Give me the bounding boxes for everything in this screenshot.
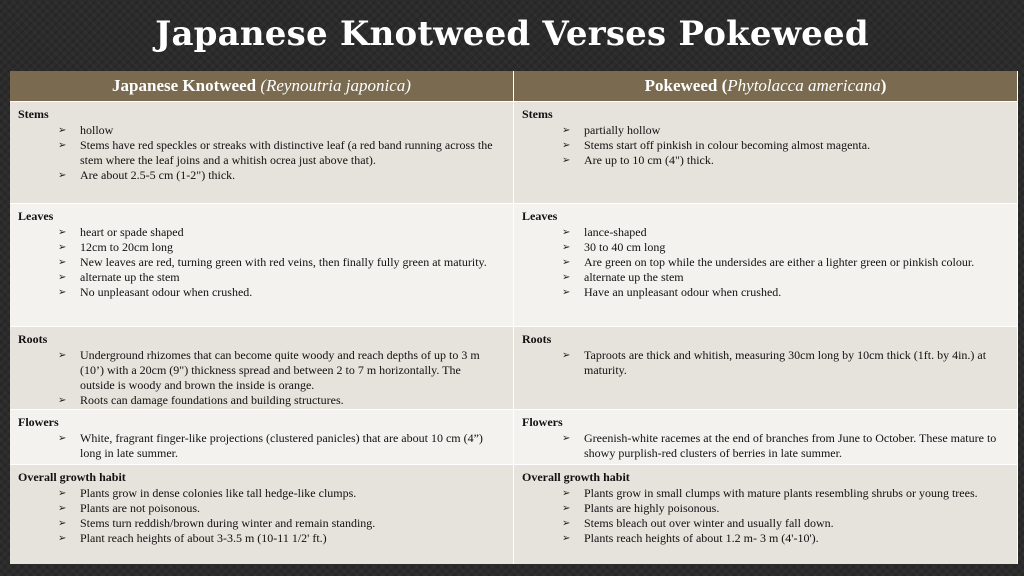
bullet-item: ➢ White, fragrant finger-like projections (clustered panicles) that are about 10 cm (4”) long in late summer. — [58, 431, 495, 461]
bullet-list — [18, 348, 495, 408]
knotweed-flowers-cell — [10, 409, 514, 464]
bullet-item: ➢ Plants reach heights of about 1.2 m- 3 m (4'-10'). — [562, 531, 999, 546]
bullet-item: ➢ heart or spade shaped — [58, 225, 495, 240]
row-title: Flowers — [522, 415, 563, 429]
row-title: Overall growth habit — [18, 470, 126, 484]
bullet-item: ➢ Plants are not poisonous. — [58, 501, 495, 516]
knotweed-roots-cell — [10, 326, 514, 409]
bullet-item: ➢ Stems turn reddish/brown during winter and remain standing. — [58, 516, 495, 531]
bullet-list — [522, 123, 999, 168]
pokeweed-stems-cell — [514, 101, 1018, 203]
bullet-item: ➢ Are about 2.5-5 cm (1-2") thick. — [58, 168, 495, 183]
header-scientific-name: (Reynoutria japonica) — [260, 76, 411, 95]
bullet-list — [522, 431, 999, 461]
bullet-item: ➢ Stems have red speckles or streaks with distinctive leaf (a red band running across the stem where the leaf joins and a whitish ocrea just above that). — [58, 138, 495, 168]
bullet-item: ➢ 30 to 40 cm long — [562, 240, 999, 255]
bullet-item: ➢ Stems bleach out over winter and usually fall down. — [562, 516, 999, 531]
bullet-item: ➢ Are up to 10 cm (4") thick. — [562, 153, 999, 168]
bullet-item: ➢ Roots can damage foundations and building structures. — [58, 393, 495, 408]
bullet-item: ➢ No unpleasant odour when crushed. — [58, 285, 495, 300]
header-scientific-name: Phytolacca americana — [727, 76, 881, 95]
header-common-name: Pokeweed — [644, 76, 718, 95]
bullet-item: ➢ Have an unpleasant odour when crushed. — [562, 285, 999, 300]
pokeweed-roots-cell — [514, 326, 1018, 409]
pokeweed-flowers-cell — [514, 409, 1018, 464]
knotweed-stems-cell — [10, 101, 514, 203]
header-pokeweed: Pokeweed ( Phytolacca americana ) — [514, 71, 1018, 101]
bullet-item: ➢ Underground rhizomes that can become quite woody and reach depths of up to 3 m (10’) with a 20cm (9") thickness spread and between 2 to 7 m horizontally. The outside is woody and brown the inside is orange. — [58, 348, 495, 393]
bullet-item: ➢ Plants grow in small clumps with mature plants resembling shrubs or young trees. — [562, 486, 999, 501]
row-title: Overall growth habit — [522, 470, 630, 484]
header-common-name: Japanese Knotweed — [112, 76, 257, 95]
bullet-item: ➢ Plant reach heights of about 3-3.5 m (10-11 1/2' ft.) — [58, 531, 495, 546]
bullet-item: ➢ 12cm to 20cm long — [58, 240, 495, 255]
knotweed-leaves-cell — [10, 203, 514, 326]
bullet-item: ➢ hollow — [58, 123, 495, 138]
bullet-list — [18, 486, 495, 546]
knotweed-overall-growth-habit-cell — [10, 464, 514, 564]
bullet-list — [18, 225, 495, 300]
row-title: Leaves — [522, 209, 558, 223]
row-title: Flowers — [18, 415, 59, 429]
bullet-item: ➢ alternate up the stem — [562, 270, 999, 285]
bullet-item: ➢ Plants are highly poisonous. — [562, 501, 999, 516]
bullet-list — [18, 123, 495, 183]
bullet-list — [522, 348, 999, 378]
row-title: Leaves — [18, 209, 54, 223]
bullet-item: ➢ Stems start off pinkish in colour becoming almost magenta. — [562, 138, 999, 153]
pokeweed-overall-growth-habit-cell — [514, 464, 1018, 564]
bullet-item: ➢ alternate up the stem — [58, 270, 495, 285]
row-title: Roots — [522, 332, 552, 346]
bullet-item: ➢ New leaves are red, turning green with red veins, then finally fully green at maturity. — [58, 255, 495, 270]
bullet-item: ➢ lance-shaped — [562, 225, 999, 240]
bullet-item: ➢ partially hollow — [562, 123, 999, 138]
row-title: Stems — [18, 107, 49, 121]
slide-title: Japanese Knotweed Verses Pokeweed — [155, 14, 869, 54]
comparison-table — [10, 71, 1018, 564]
pokeweed-leaves-cell — [514, 203, 1018, 326]
bullet-item: ➢ Are green on top while the undersides are either a lighter green or pinkish colour. — [562, 255, 999, 270]
bullet-list — [18, 431, 495, 461]
header-japanese-knotweed — [10, 71, 514, 101]
bullet-item: ➢ Taproots are thick and whitish, measuring 30cm long by 10cm thick (1ft. by 4in.) at maturity. — [562, 348, 999, 378]
row-title: Roots — [18, 332, 48, 346]
bullet-list — [522, 486, 999, 546]
bullet-item: ➢ Greenish-white racemes at the end of branches from June to October. These mature to showy purplish-red clusters of berries in late summer. — [562, 431, 999, 461]
bullet-list — [522, 225, 999, 300]
row-title: Stems — [522, 107, 553, 121]
bullet-item: ➢ Plants grow in dense colonies like tall hedge-like clumps. — [58, 486, 495, 501]
